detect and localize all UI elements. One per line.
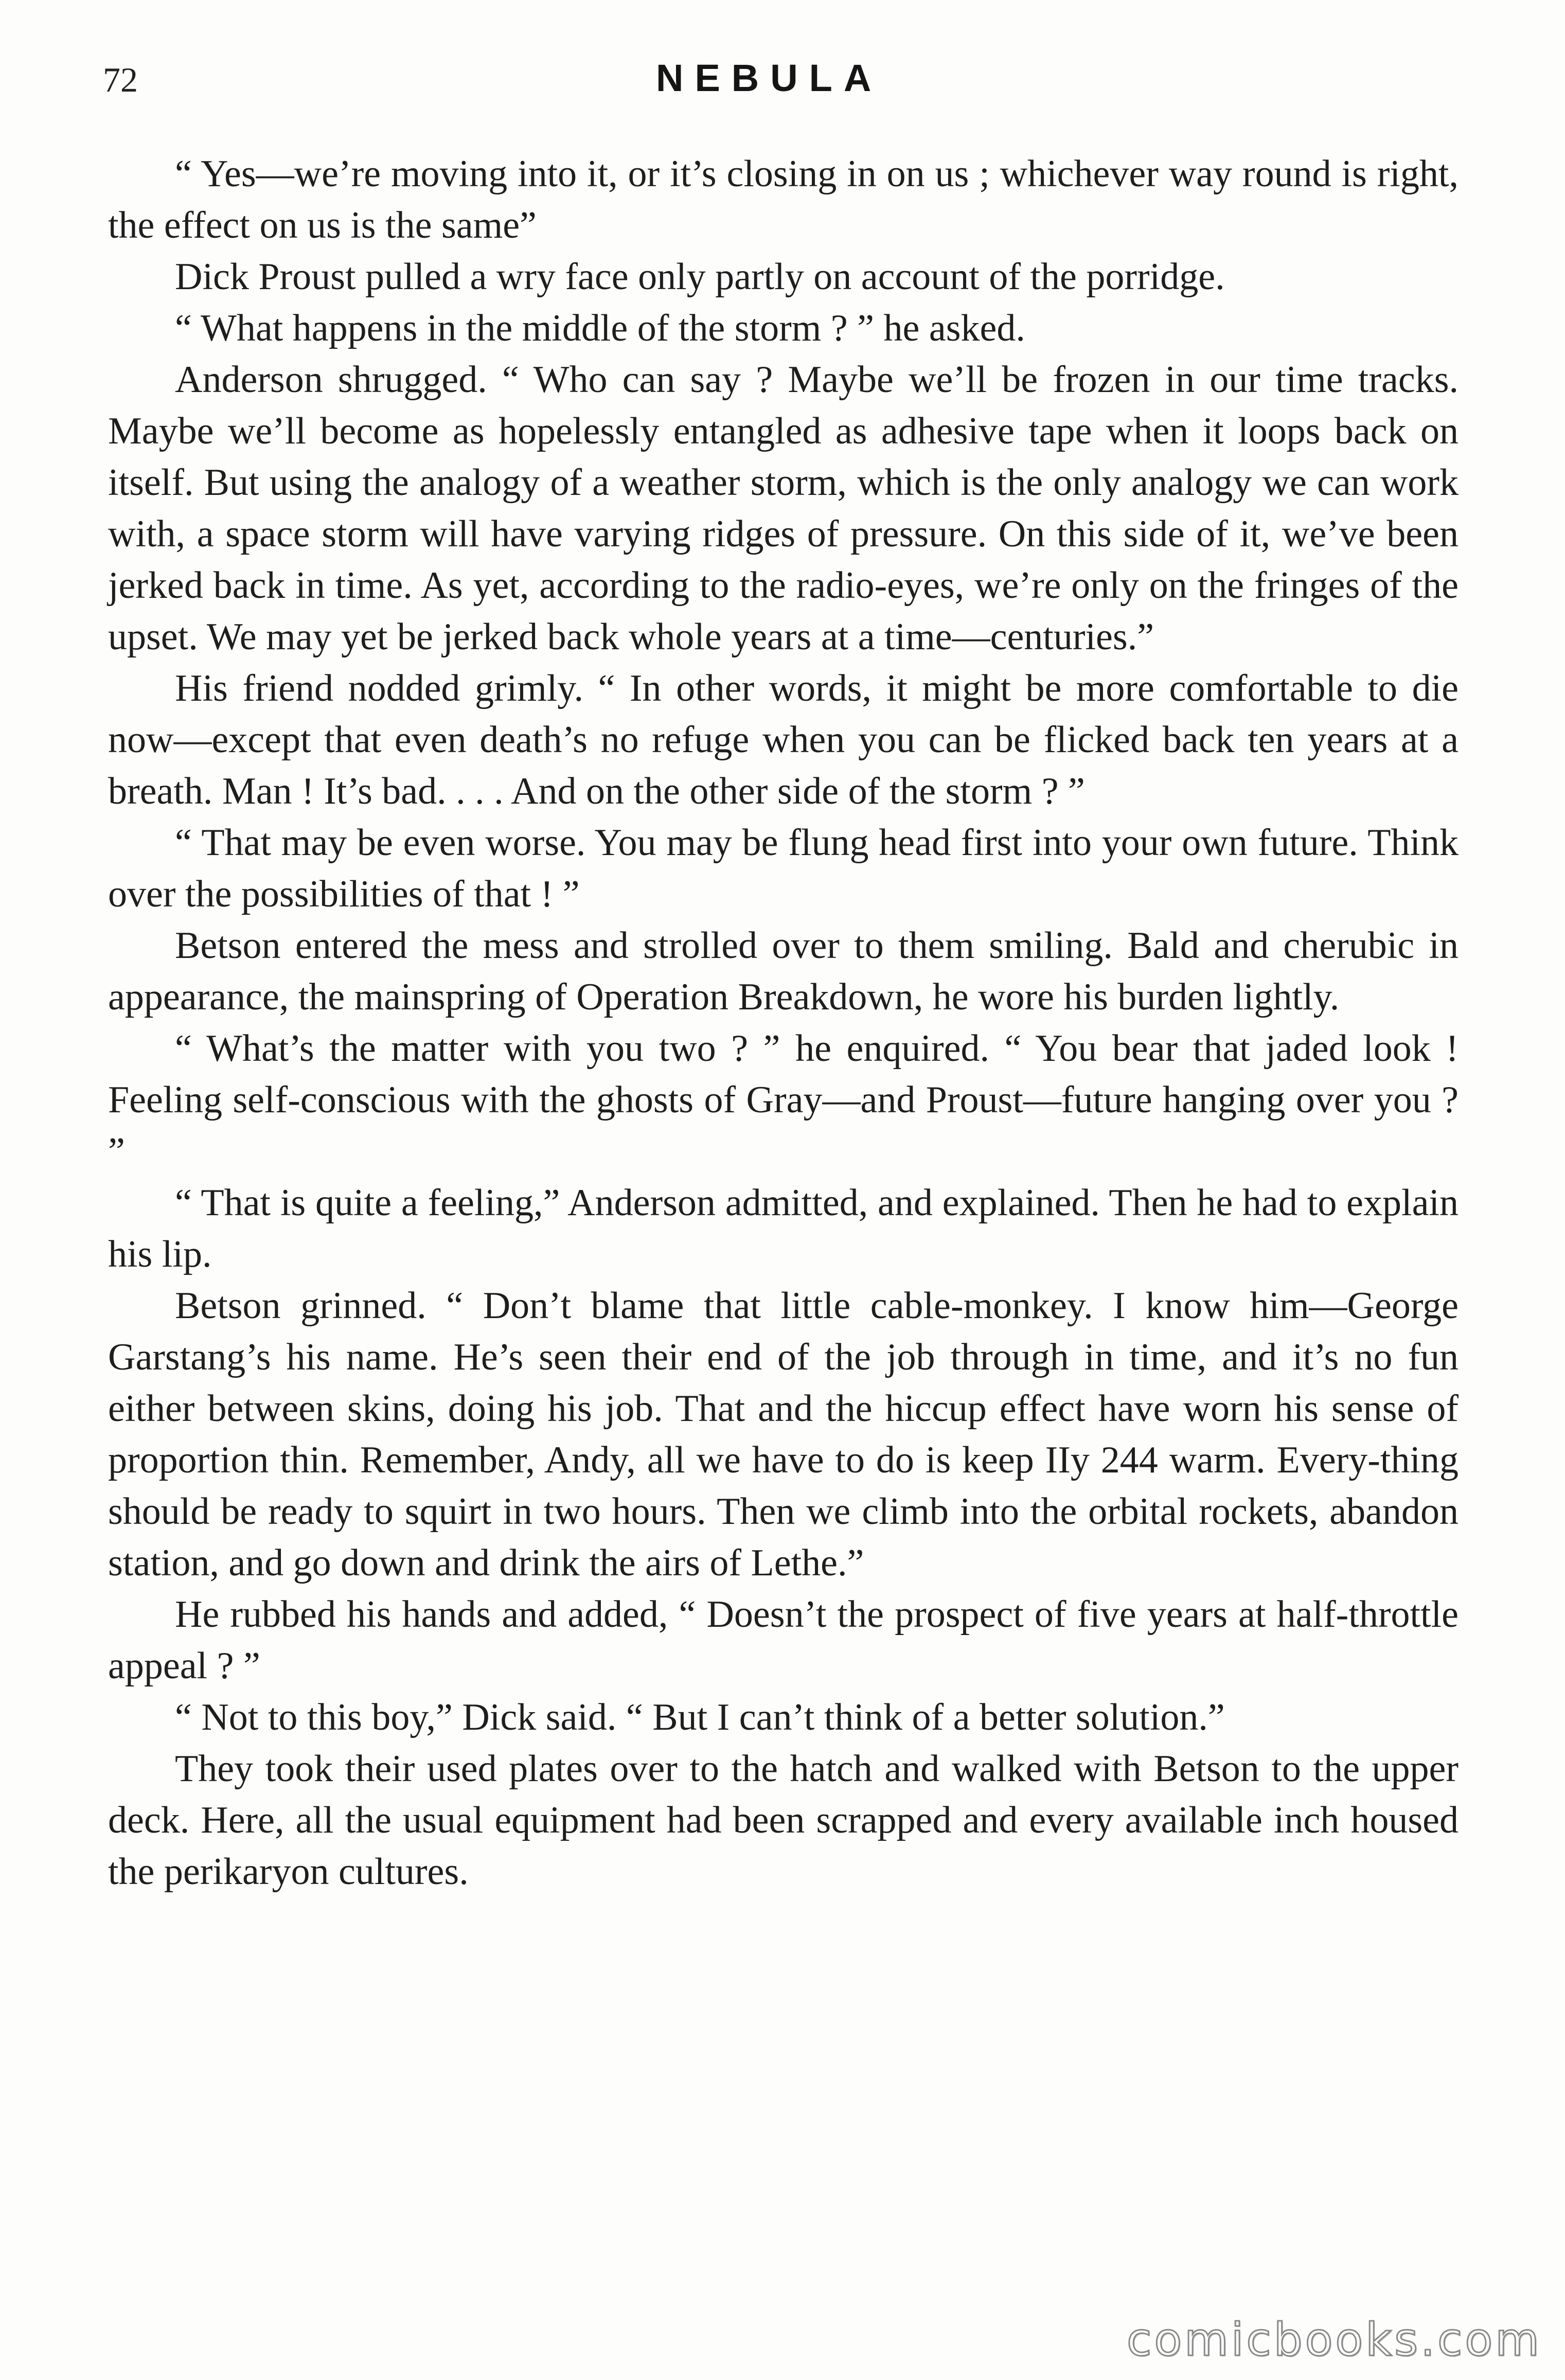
- paragraph: Anderson shrugged. “ Who can say ? Maybe we’ll be frozen in our time tracks. Maybe we’ll become as hopelessly entangled as adhesive tape when it loops back on itself. But using the analogy of a weather storm, which is the only analogy we can work with, a space storm will have varying ridges of pressure. On this side of it, we’ve been jerked back in time. As yet, according to the radio-eyes, we’re only on the fringes of the upset. We may yet be jerked back whole years at a time—centuries.”: [108, 359, 1459, 658]
- paragraph: Dick Proust pulled a wry face only partly on account of the porridge.: [175, 256, 1225, 298]
- site-watermark: comicbooks.com: [1126, 2313, 1542, 2366]
- paragraph: “ That is quite a feeling,” Anderson admitted, and explained. Then he had to explain his lip.: [108, 1182, 1459, 1275]
- paragraph: “ What’s the matter with you two ? ” he enquired. “ You bear that jaded look ! Feeling self-conscious with the ghosts of Gray—and Proust—future hanging over you ? ”: [108, 1027, 1459, 1173]
- page-number: 72: [103, 60, 138, 99]
- paragraph: “ Yes—we’re moving into it, or it’s closing in on us ; whichever way round is right, the effect on us is the same”: [108, 153, 1459, 246]
- paragraph: “ What happens in the middle of the storm ? ” he asked.: [175, 307, 1025, 349]
- paragraph: “ That may be even worse. You may be flung head first into your own future. Think over the possibilities of that ! ”: [108, 822, 1459, 915]
- running-head-title: NEBULA: [656, 57, 883, 99]
- page-header: [103, 49, 1461, 105]
- paragraph: They took their used plates over to the hatch and walked with Betson to the upper deck. Here, all the usual equipment had been scrapped and every available inch housed the perikaryon cultures.: [108, 1748, 1459, 1893]
- paragraph: Betson grinned. “ Don’t blame that little cable-monkey. I know him—George Garstang’s his name. He’s seen their end of the job through in time, and it’s no fun either between skins, doing his job. That and the hiccup effect have worn his sense of proportion thin. Remember, Andy, all we have to do is keep IIy 244 warm. Every-thing should be ready to squirt in two hours. Then we climb into the orbital rockets, abandon station, and go down and drink the airs of Lethe.”: [108, 1285, 1459, 1584]
- paragraph: Betson entered the mess and strolled over to them smiling. Bald and cherubic in appearance, the mainspring of Operation Breakdown, he wore his burden lightly.: [108, 925, 1459, 1018]
- paragraph: “ Not to this boy,” Dick said. “ But I can’t think of a better solution.”: [175, 1696, 1225, 1738]
- story-text: [108, 148, 1459, 1897]
- paragraph: His friend nodded grimly. “ In other words, it might be more comfortable to die now—except that even death’s no refuge when you can be flicked back ten years at a breath. Man ! It’s bad. . . . And on the other side of the storm ? ”: [108, 667, 1459, 812]
- paragraph: He rubbed his hands and added, “ Doesn’t the prospect of five years at half-throttle appeal ? ”: [108, 1593, 1459, 1687]
